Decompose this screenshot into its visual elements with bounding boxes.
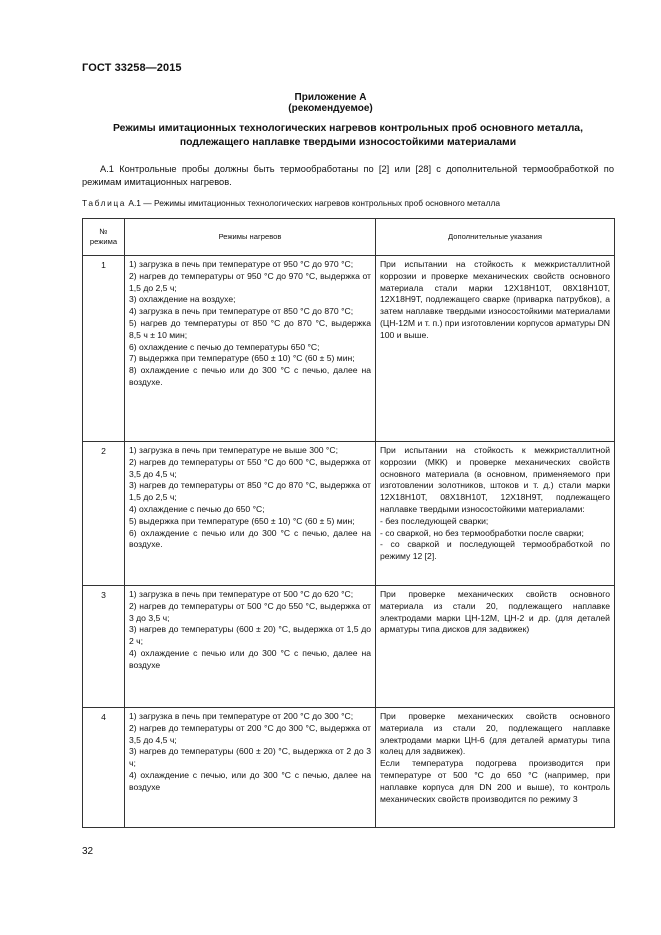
table-row [83, 708, 615, 828]
heating-step: 2) нагрев до температуры от 550 °С до 600 °С, выдержка от 3,5 до 4,5 ч; [129, 456, 371, 479]
header-additional-notes: Дополнительные указания [376, 219, 615, 256]
heating-mode-steps [125, 256, 376, 442]
page-number: 32 [82, 846, 94, 857]
additional-notes [376, 442, 615, 586]
header-mode-number [83, 219, 125, 256]
note-text: - со сваркой, но без термообработки после сварки; [380, 527, 584, 538]
note-text: - без последующей сварки; [380, 515, 489, 526]
heating-modes-table [82, 218, 615, 828]
note-text: - со сваркой и последующей термообработкой по режиму 12 [2]. [380, 539, 610, 562]
table-row [83, 256, 615, 442]
heading-line-1: Режимы имитационных технологических нагревов контрольных проб основного металла, [113, 123, 583, 134]
heading-line-2: подлежащего наплавке твердыми износостойкими материалами [179, 136, 517, 148]
heating-step: 5) нагрев до температуры от 850 °С до 870 °С, выдержка 8,5 ч ± 10 мин; [129, 317, 371, 340]
table-caption [82, 198, 500, 208]
heating-step: 1) загрузка в печь при температуре от 950 °С до 970 °С; [129, 259, 354, 269]
additional-notes [376, 708, 615, 828]
heating-mode-steps [125, 708, 376, 828]
heating-step: 3) охлаждение на воздухе; [129, 294, 236, 305]
heating-step: 4) загрузка в печь при температуре от 850 °С до 870 °С; [129, 306, 354, 317]
additional-notes [376, 586, 615, 708]
table-caption-text: А.1 — Режимы имитационных технологических нагревов контрольных проб основного металла [128, 198, 501, 208]
appendix-status: (рекомендуемое) [288, 103, 373, 114]
note-text: При проверке механических свойств основного материала из стали 20, подлежащего наплавке электродами марки ЦН-6 (для деталей арматуры типа колец для задвижек). [380, 711, 610, 757]
heating-step: 1) загрузка в печь при температуре не выше 300 °С; [129, 445, 338, 455]
note-text: Если температура подогрева производится при температуре от 500 °С до 650 °С (например, при наплавке корпуса для DN 200 и выше), то контроль механических свойств производится по режиму 3 [380, 758, 610, 804]
heating-step: 6) охлаждение с печью до температуры 650 °С; [129, 341, 320, 352]
header-number-symbol: № [99, 227, 108, 236]
clause-a1: А.1 Контрольные пробы должны быть термообработаны по [2] или [28] с дополнительной термообработкой по режимам имитационных нагревов. [82, 164, 614, 187]
heating-step: 6) охлаждение с печью или до 300 °С с печью, далее на воздухе. [129, 527, 371, 550]
mode-number: 3 [83, 586, 125, 708]
note-text: При проверке механических свойств основного материала из стали 20, подлежащего наплавке электродами марки ЦН-12М, ЦН-2 и др. (для деталей арматуры типа дисков для задвижек) [380, 589, 610, 635]
heating-step: 4) охлаждение с печью до 650 °С; [129, 503, 265, 514]
table-row [83, 442, 615, 586]
heating-step: 5) выдержка при температуре (650 ± 10) °С (60 ± 5) мин; [129, 515, 355, 526]
table-header-row [83, 219, 615, 256]
heating-step: 2) нагрев до температуры от 500 °С до 550 °С, выдержка от 3 до 3,5 ч; [129, 600, 371, 623]
heating-step: 3) нагрев до температуры от 850 °С до 870 °С, выдержка от 1,5 до 2,5 ч; [129, 480, 371, 503]
note-text: При испытании на стойкость к межкристаллитной коррозии (МКК) и проверке механических свойств основного материала (в основном, применяемого при изготовлении золотников, штоков и т. д.) стали марки 12Х18Н10Т, 08Х18Н10Т, 12Х18Н9Т, подлежащего наплавке твердыми износостойкими материалами: [380, 445, 610, 514]
heating-step: 7) выдержка при температуре (650 ± 10) °С (60 ± 5) мин; [129, 353, 355, 364]
header-number-word: режима [89, 237, 118, 246]
heating-step: 4) охлаждение с печью, или до 300 °С с печью, далее на воздухе [129, 769, 371, 792]
note-text: При испытании на стойкость к межкристаллитной коррозии и проверке механических свойств основного материала стали марки 12Х18Н10Т, 08Х18Н10Т, 12Х18Н9Т, подлежащего сварке (приварка патрубков), а затем наплавке твердыми износостойкими материалами (ЦН-12М и т. п.) при изготовлении корпусов арматуры DN 100 и выше. [380, 259, 610, 340]
heating-step: 3) нагрев до температуры (600 ± 20) °С, выдержка от 2 до 3 ч; [129, 746, 371, 769]
heating-step: 2) нагрев до температуры от 950 °С до 970 °С, выдержка от 1,5 до 2,5 ч; [129, 270, 371, 293]
heating-step: 4) охлаждение с печью или до 300 °С с печью, далее на воздухе [129, 647, 371, 670]
heating-step: 2) нагрев до температуры от 200 °С до 300 °С, выдержка от 3,5 до 4,5 ч; [129, 722, 371, 745]
mode-number: 1 [83, 256, 125, 442]
standard-designation: ГОСТ 33258—2015 [82, 62, 182, 74]
heating-mode-steps [125, 442, 376, 586]
additional-notes [376, 256, 615, 442]
appendix-heading [82, 122, 614, 149]
appendix-title: Приложение А [294, 92, 367, 103]
heating-step: 8) охлаждение с печью или до 300 °С с печью, далее на воздухе. [129, 365, 371, 387]
mode-number: 4 [83, 708, 125, 828]
heating-step: 3) нагрев до температуры (600 ± 20) °С, выдержка от 1,5 до 2 ч; [129, 624, 371, 647]
heating-mode-steps [125, 586, 376, 708]
heating-step: 1) загрузка в печь при температуре от 200 °С до 300 °С; [129, 711, 354, 721]
table-row [83, 586, 615, 708]
mode-number: 2 [83, 442, 125, 586]
table-caption-prefix: Таблица [82, 198, 127, 208]
heating-step: 1) загрузка в печь при температуре от 500 °С до 620 °С; [129, 589, 354, 599]
header-heating-modes: Режимы нагревов [125, 219, 376, 256]
